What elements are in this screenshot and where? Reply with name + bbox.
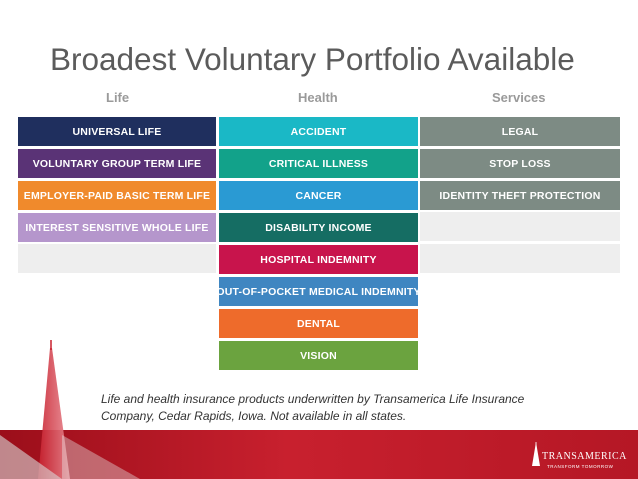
product-employer-paid-basic-term-life: EMPLOYER-PAID BASIC TERM LIFE — [18, 181, 216, 210]
empty-life-cell — [18, 244, 216, 273]
column-header-health: Health — [298, 90, 338, 105]
product-cancer: CANCER — [219, 181, 418, 210]
page-title: Broadest Voluntary Portfolio Available — [50, 41, 575, 77]
product-accident: ACCIDENT — [219, 117, 418, 146]
product-disability-income: DISABILITY INCOME — [219, 213, 418, 242]
product-out-of-pocket-medical-indemnity: OUT-OF-POCKET MEDICAL INDEMNITY — [219, 277, 418, 306]
empty-services-cell — [420, 212, 620, 241]
product-hospital-indemnity: HOSPITAL INDEMNITY — [219, 245, 418, 274]
transamerica-logo-icon — [531, 442, 541, 466]
product-voluntary-group-term-life: VOLUNTARY GROUP TERM LIFE — [18, 149, 216, 178]
product-dental: DENTAL — [219, 309, 418, 338]
footnote: Life and health insurance products underwritten by Transamerica Life Insurance Company, Cedar Rapids, Iowa. Not available in all states. — [101, 392, 525, 423]
brand-tagline: TRANSFORM TOMORROW — [547, 464, 614, 469]
product-critical-illness: CRITICAL ILLNESS — [219, 149, 418, 178]
column-header-life: Life — [106, 90, 130, 105]
product-interest-sensitive-whole-life: INTEREST SENSITIVE WHOLE LIFE — [18, 213, 216, 242]
empty-services-cell — [420, 244, 620, 273]
service-legal: LEGAL — [420, 117, 620, 146]
product-universal-life: UNIVERSAL LIFE — [18, 117, 216, 146]
column-header-services: Services — [492, 90, 546, 105]
service-stop-loss: STOP LOSS — [420, 149, 620, 178]
brand-name: TRANSAMERICA — [542, 451, 627, 462]
product-vision: VISION — [219, 341, 418, 370]
pyramid-tower-graphic — [0, 340, 140, 479]
service-identity-theft-protection: IDENTITY THEFT PROTECTION — [420, 181, 620, 210]
